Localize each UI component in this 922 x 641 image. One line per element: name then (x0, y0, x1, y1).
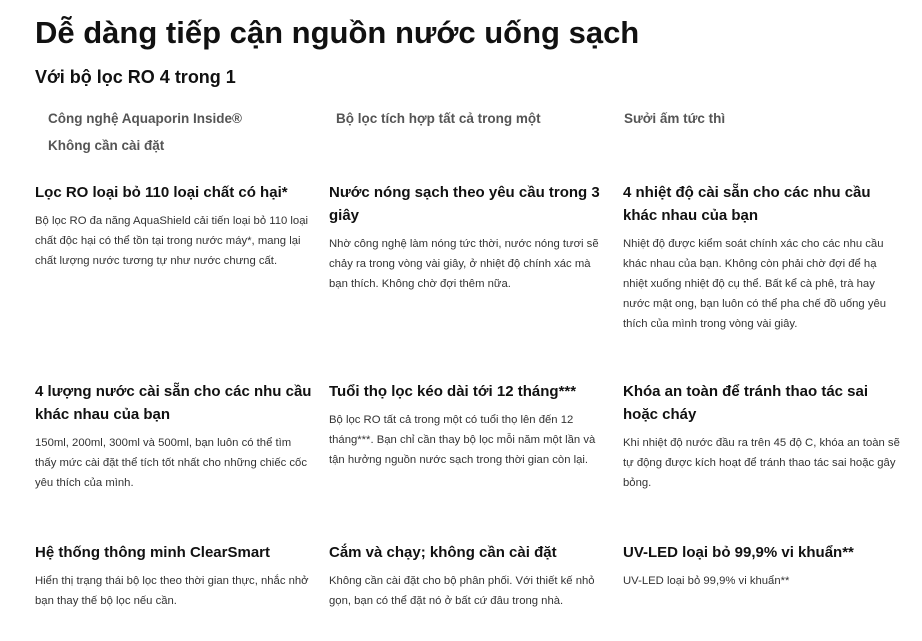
feature-title: 4 lượng nước cài sẵn cho các nhu cầu khác nhau của bạn (35, 383, 312, 423)
feature-description: Không cần cài đặt cho bộ phân phối. Với thiết kế nhỏ gọn, bạn có thể đặt nó ở bất cứ đâu trong nhà. (329, 575, 595, 607)
feature-clearsmart (35, 541, 315, 611)
highlight-aquaporin: Công nghệ Aquaporin Inside® (48, 111, 242, 126)
feature-ro-filter (35, 181, 315, 271)
feature-description: Nhiệt độ được kiểm soát chính xác cho các nhu cầu khác nhau của bạn. Không còn phải chờ đợi để hạ nhiệt xuống nhiệt độ cụ thể. Bất kể cà phê, trà hay nước mật ong, bạn luôn có thể pha chế đồ uống yêu thích của mình trong vòng vài giây. (623, 238, 887, 330)
feature-title: Cắm và chạy; không cần cài đặt (329, 544, 557, 561)
feature-title: 4 nhiệt độ cài sẵn cho các nhu cầu khác nhau của bạn (623, 184, 871, 224)
feature-volume-presets (35, 380, 315, 493)
feature-description: Hiển thị trạng thái bộ lọc theo thời gian thực, nhắc nhở bạn thay thế bộ lọc nếu cần. (35, 575, 309, 607)
feature-hot-water (329, 181, 609, 294)
feature-description: UV-LED loại bỏ 99,9% vi khuẩn** (623, 575, 790, 587)
feature-description: 150ml, 200ml, 300ml và 500ml, bạn luôn có thể tìm thấy mức cài đặt thể tích tốt nhất cho những chiếc cốc yêu thích của mình. (35, 437, 307, 489)
page-title: Dễ dàng tiếp cận nguồn nước uống sạch (35, 15, 640, 50)
feature-temperature-presets (623, 181, 903, 334)
highlight-instant-heating: Sưởi ấm tức thì (624, 111, 726, 126)
feature-title: UV-LED loại bỏ 99,9% vi khuẩn** (623, 544, 854, 561)
feature-safety-lock (623, 380, 903, 493)
feature-title: Nước nóng sạch theo yêu cầu trong 3 giây (329, 184, 600, 224)
feature-uv-led (623, 541, 903, 591)
feature-description: Khi nhiệt độ nước đầu ra trên 45 độ C, khóa an toàn sẽ tự động được kích hoạt để tránh thao tác sai hoặc gây bỏng. (623, 437, 900, 489)
page-subtitle: Với bộ lọc RO 4 trong 1 (35, 67, 236, 87)
feature-description: Bộ lọc RO tất cả trong một có tuổi thọ lên đến 12 tháng***. Bạn chỉ cần thay bộ lọc mỗi năm một lần và tận hưởng nguồn nước sạch trong thời gian còn lại. (329, 414, 596, 466)
feature-title: Lọc RO loại bỏ 110 loại chất có hại* (35, 184, 288, 201)
feature-title: Khóa an toàn để tránh thao tác sai hoặc cháy (623, 383, 869, 423)
feature-description: Nhờ công nghệ làm nóng tức thời, nước nóng tươi sẽ chảy ra trong vòng vài giây, ở nhiệt độ chính xác mà bạn thích. Không chờ đợi thêm nữa. (329, 238, 599, 290)
feature-title: Hệ thống thông minh ClearSmart (35, 544, 271, 561)
feature-filter-lifetime (329, 380, 609, 470)
highlight-all-in-one-filter: Bộ lọc tích hợp tất cả trong một (336, 111, 541, 126)
feature-description: Bộ lọc RO đa năng AquaShield cải tiến loại bỏ 110 loại chất độc hại có thể tồn tại trong nước máy*, mang lại chất lượng nước tương tự như nước chưng cất. (35, 215, 308, 267)
highlight-no-installation: Không cần cài đặt (48, 138, 165, 153)
feature-plug-and-play (329, 541, 609, 611)
feature-title: Tuổi thọ lọc kéo dài tới 12 tháng*** (329, 383, 577, 400)
